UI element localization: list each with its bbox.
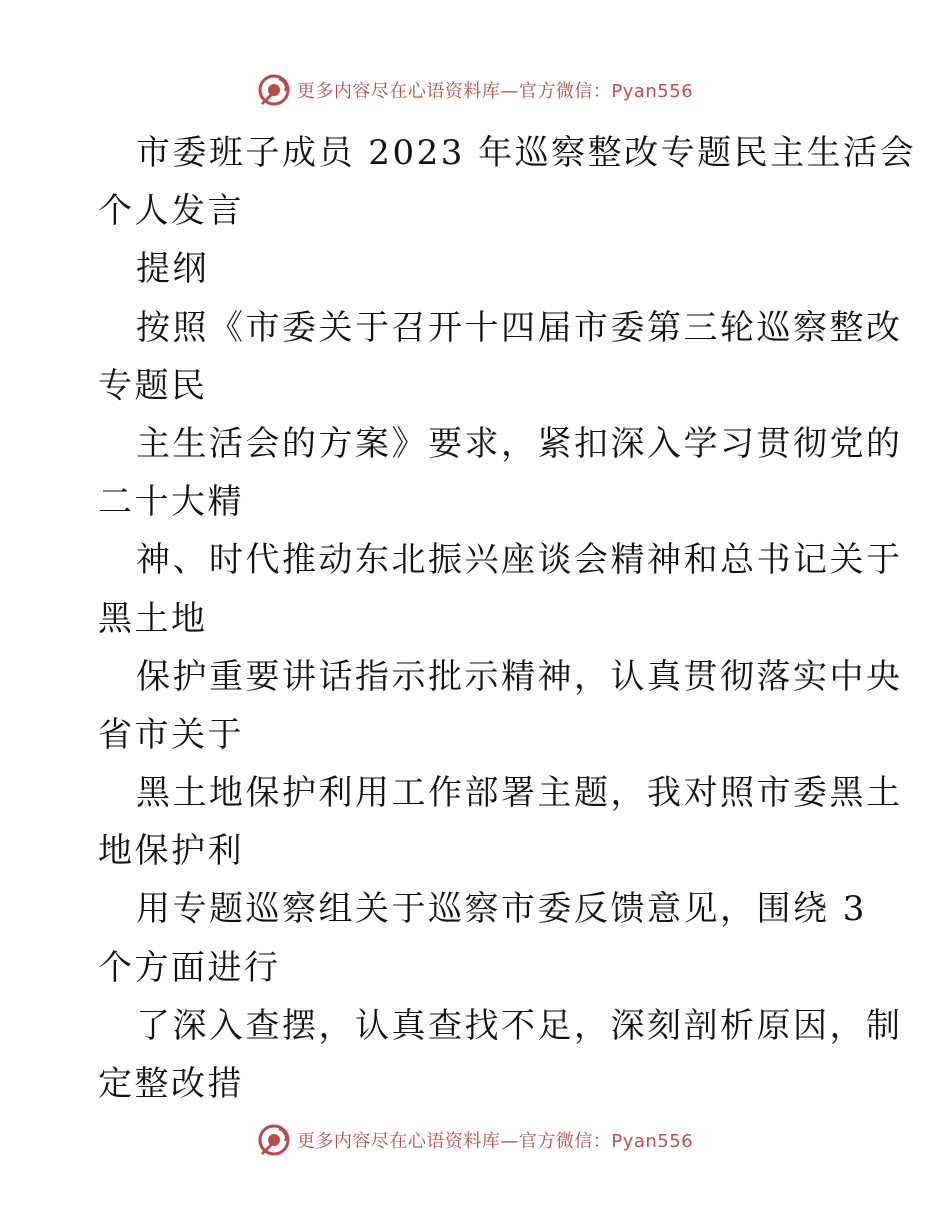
- text-line: 黑土地保护利用工作部署主题，我对照市委黑土: [136, 773, 903, 814]
- watermark-text: 更多内容尽在心语资料库—官方微信：Pyan556: [296, 1131, 694, 1152]
- text-line: 用专题巡察组关于巡察市委反馈意见，围绕 3: [136, 889, 867, 930]
- text-line: 提纲: [136, 249, 209, 290]
- text-line: 保护重要讲话指示批示精神，认真贯彻落实中央: [136, 656, 903, 697]
- text-line: 市委班子成员 2023 年巡察整改专题民主生活会: [136, 133, 917, 173]
- text-line: 专题民: [98, 365, 208, 406]
- text-line: 了深入查摆，认真查找不足，深刻剖析原因，制: [136, 1005, 903, 1046]
- watermark-text: 更多内容尽在心语资料库—官方微信：Pyan556: [296, 81, 694, 102]
- text-line: 省市关于: [98, 714, 244, 755]
- text-line: 二十大精: [98, 482, 244, 523]
- text-line: 神、时代推动东北振兴座谈会精神和总书记关于: [136, 540, 903, 581]
- header-watermark: [0, 72, 950, 108]
- text-line: 按照《市委关于召开十四届市委第三轮巡察整改: [136, 307, 903, 348]
- document-body: [98, 124, 917, 1113]
- pen-logo-icon: [257, 1123, 291, 1157]
- text-line: 主生活会的方案》要求，紧扣深入学习贯彻党的: [136, 423, 903, 464]
- text-line: 定整改措: [98, 1064, 244, 1104]
- text-line: 个方面进行: [98, 947, 281, 988]
- text-line: 地保护利: [98, 831, 244, 872]
- text-line: 黑土地: [98, 598, 208, 639]
- pen-logo-icon: [257, 73, 291, 107]
- text-line: 个人发言: [98, 191, 244, 232]
- footer-watermark: [0, 1122, 950, 1158]
